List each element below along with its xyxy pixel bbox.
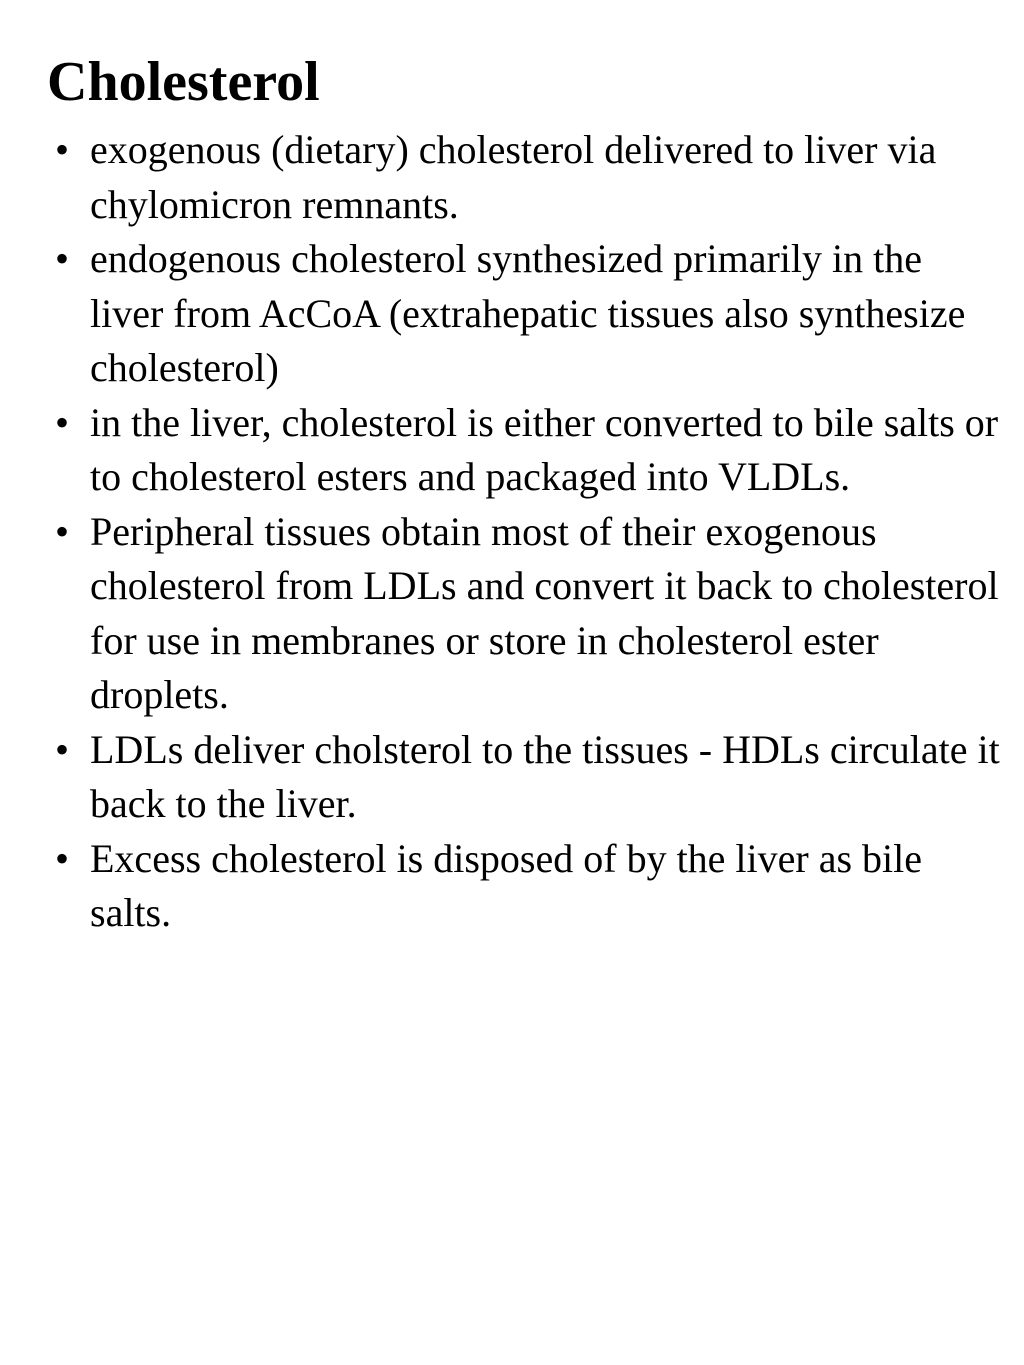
bullet-marker: • [55,236,70,281]
bullet-marker: • [55,726,70,772]
bullet-marker: • [55,399,70,445]
bullet-item [55,123,1005,232]
bullet-text: exogenous (dietary) cholesterol delivered to liver via chylomicron remnants. [90,127,937,227]
bullet-text: Peripheral tissues obtain most of their exogenous cholesterol from LDLs and convert it back to cholesterol for use in membranes or store in cholesterol ester droplets. [90,508,999,717]
bullet-item [55,505,1005,723]
bullet-item [55,232,1005,396]
slide-title: Cholesterol [47,51,320,113]
bullet-list [55,123,1005,941]
bullet-text: in the liver, cholesterol is either converted to bile salts or to cholesterol esters and packaged into VLDLs. [90,399,999,499]
bullet-item [55,396,1005,505]
bullet-text: Excess cholesterol is disposed of by the liver as bile salts. [90,835,923,935]
bullet-item [55,832,1005,941]
bullet-marker: • [55,508,70,554]
bullet-marker: • [55,835,70,881]
bullet-text: endogenous cholesterol synthesized primarily in the liver from AcCoA (extrahepatic tissues also synthesize cholesterol) [90,236,966,390]
bullet-text: LDLs deliver cholsterol to the tissues - HDLs circulate it back to the liver. [90,726,1000,826]
bullet-item [55,723,1005,832]
bullet-marker: • [55,127,70,172]
